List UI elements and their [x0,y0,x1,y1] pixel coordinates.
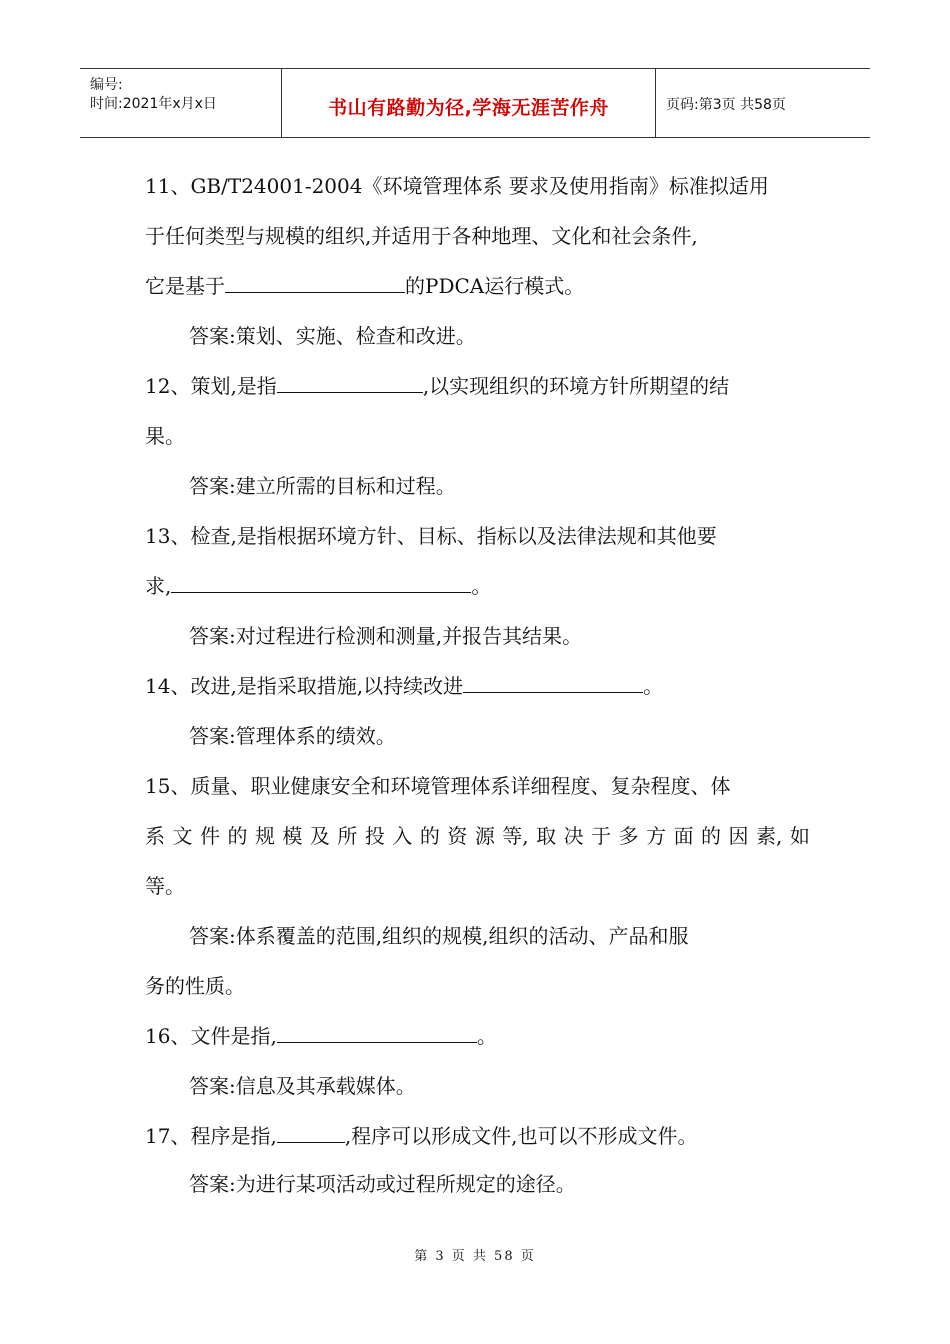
q12-answer: 答案:建立所需的目标和过程。 [189,474,456,498]
q15-word: 素, [756,824,783,848]
q11-line3-post: 的PDCA运行模式。 [405,274,585,298]
q15-word: 模 [282,824,303,848]
date-label: 时间:2021年x月x日 [90,96,217,112]
fill-blank [225,274,405,293]
q11-line3-pre: 它是基于 [145,274,225,298]
q17-line1 [145,1122,698,1150]
fill-blank [171,574,471,593]
q15-word: 方 [646,824,667,848]
q15-word: 投 [364,824,385,848]
q13-line2 [145,572,491,600]
q11-line1: 11、GB/T24001-2004《环境管理体系 要求及使用指南》标准拟适用 [145,174,769,198]
q14-line1-pre: 14、改进,是指采取措施,以持续改进 [145,674,464,698]
page-header [80,68,870,138]
page-footer: 第 3 页 共 58 页 [414,1249,536,1264]
q14-line1 [145,672,663,700]
q15-word: 规 [254,824,275,848]
q13-line2-post: 。 [471,574,492,598]
q12-line1 [145,372,729,400]
q14-line1-post: 。 [643,674,664,698]
q15-word: 等, [502,824,529,848]
header-page-cell [656,69,870,137]
fill-blank [277,1124,345,1143]
q15-word: 系 [145,824,165,848]
code-label: 编号: [90,77,123,93]
q16-line1-post: 。 [476,1024,497,1048]
q15-word: 因 [728,824,749,848]
q17-line1-post: ,程序可以形成文件,也可以不形成文件。 [344,1124,698,1148]
q13-line1: 13、检查,是指根据环境方针、目标、指标以及法律法规和其他要 [145,524,717,548]
q16-line1 [145,1022,497,1050]
q15-word: 源 [474,824,495,848]
q11-answer: 答案:策划、实施、检查和改进。 [189,324,476,348]
q15-word: 文 [172,824,193,848]
q15-word: 的 [701,824,722,848]
q15-word: 的 [419,824,440,848]
q15-word: 资 [447,824,468,848]
q15-line2 [145,822,810,850]
q12-line1-pre: 12、策划,是指 [145,374,277,398]
q15-word: 面 [673,824,694,848]
q16-line1-pre: 16、文件是指, [145,1024,277,1048]
fill-blank [277,1024,477,1043]
q13-answer: 答案:对过程进行检测和测量,并报告其结果。 [189,624,583,648]
q15-word: 的 [227,824,248,848]
q11-line3 [145,272,584,300]
q15-answer-line1: 答案:体系覆盖的范围,组织的规模,组织的活动、产品和服 [189,924,689,948]
q17-answer: 答案:为进行某项活动或过程所规定的途径。 [189,1172,576,1196]
q15-word: 件 [199,824,220,848]
q14-answer: 答案:管理体系的绩效。 [189,724,396,748]
q15-answer-line2: 务的性质。 [145,974,245,998]
q15-word: 如 [789,824,810,848]
q15-word: 所 [337,824,358,848]
header-meta-cell [80,69,282,137]
q15-word: 及 [309,824,330,848]
page-info: 页码:第3页 共58页 [666,97,786,113]
q15-word: 取 [536,824,557,848]
q11-line2: 于任何类型与规模的组织,并适用于各种地理、文化和社会条件, [145,224,698,248]
fill-blank [463,674,643,693]
q12-line1-post: ,以实现组织的环境方针所期望的结 [422,374,730,398]
q13-line2-pre: 求, [145,574,172,598]
q15-word: 入 [392,824,413,848]
q15-word: 决 [563,824,584,848]
q15-line3: 等。 [145,874,185,898]
q15-word: 多 [618,824,639,848]
motto-text: 书山有路勤为径,学海无涯苦作舟 [328,96,609,119]
header-motto-cell [282,69,656,137]
q15-line1: 15、质量、职业健康安全和环境管理体系详细程度、复杂程度、体 [145,774,731,798]
fill-blank [277,374,423,393]
q15-word: 于 [591,824,612,848]
q16-answer: 答案:信息及其承载媒体。 [189,1074,416,1098]
q17-line1-pre: 17、程序是指, [145,1124,277,1148]
q12-line2: 果。 [145,424,185,448]
